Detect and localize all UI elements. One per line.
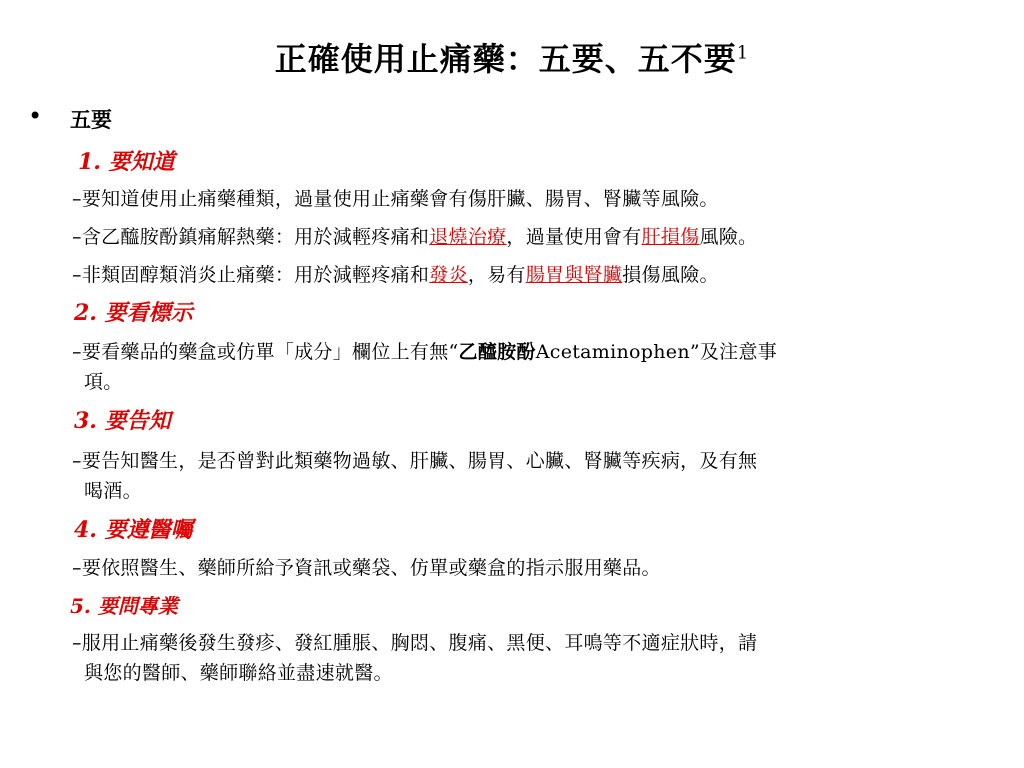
line-text: 要告知醫生，是否曾對此類藥物過敏、肝臟、腸胃、心臟、腎臟等疾病，及有無 [81, 450, 758, 472]
section-5-line-1-continuation: 與您的醫師、藥師聯絡並盡速就醫。 [84, 662, 393, 684]
section-2-line-1 [72, 337, 777, 364]
section-3-line-1-continuation: 喝酒。 [84, 480, 142, 502]
highlight-text: 退燒治療 [429, 226, 507, 248]
line-text: 含乙醯胺酚鎮痛解熱藥：用於減輕疼痛和 [81, 226, 430, 248]
section-1-line-1 [72, 184, 719, 211]
line-text: 風險。 [699, 226, 758, 248]
dash-icon: – [72, 557, 82, 579]
line-text: 要知道使用止痛藥種類，過量使用止痛藥會有傷肝臟、腸胃、腎臟等風險。 [81, 188, 719, 210]
section-heading-4: 4. 要遵醫囑 [74, 517, 193, 543]
dash-icon: – [72, 264, 82, 286]
section-heading-2: 2. 要看標示 [74, 300, 193, 326]
dash-icon: – [72, 226, 82, 248]
section-4-line-1 [72, 553, 661, 580]
section-heading-5: 5. 要問專業 [70, 594, 178, 618]
highlight-text: 發炎 [429, 264, 468, 286]
line-text: 要看藥品的藥盒或仿單「成分」欄位上有無“ [81, 341, 459, 363]
section-3-line-1 [72, 446, 757, 473]
bullet-dot-icon: • [28, 102, 43, 130]
section-5-line-1 [72, 628, 757, 655]
dash-icon: – [72, 450, 82, 472]
bold-text: 乙醯胺酚 [458, 341, 536, 363]
line-text: 服用止痛藥後發生發疹、發紅腫脹、胸悶、腹痛、黑便、耳鳴等不適症狀時，請 [81, 632, 758, 654]
line-text: ，過量使用會有 [506, 226, 642, 248]
dash-icon: – [72, 188, 82, 210]
section-heading-3: 3. 要告知 [74, 408, 171, 434]
dash-icon: – [72, 632, 82, 654]
section-1-line-2 [72, 222, 757, 249]
section-heading-1: 1. 要知道 [78, 149, 175, 175]
line-text: Acetaminophen”及注意事 [535, 341, 778, 363]
bullet-label: 五要 [70, 107, 112, 132]
section-2-line-1-continuation: 項。 [84, 371, 123, 393]
dash-icon: – [72, 341, 82, 363]
highlight-text: 腸胃與腎臟 [525, 264, 623, 286]
line-text: 損傷風險。 [622, 264, 719, 286]
title-footnote-marker: 1 [736, 42, 750, 64]
line-text: ，易有 [467, 264, 526, 286]
title-text: 正確使用止痛藥：五要、五不要 [274, 40, 737, 78]
line-text: 非類固醇類消炎止痛藥：用於減輕疼痛和 [81, 264, 430, 286]
highlight-text: 肝損傷 [641, 226, 700, 248]
section-1-line-3 [72, 260, 719, 287]
line-text: 要依照醫生、藥師所給予資訊或藥袋、仿單或藥盒的指示服用藥品。 [81, 557, 661, 579]
